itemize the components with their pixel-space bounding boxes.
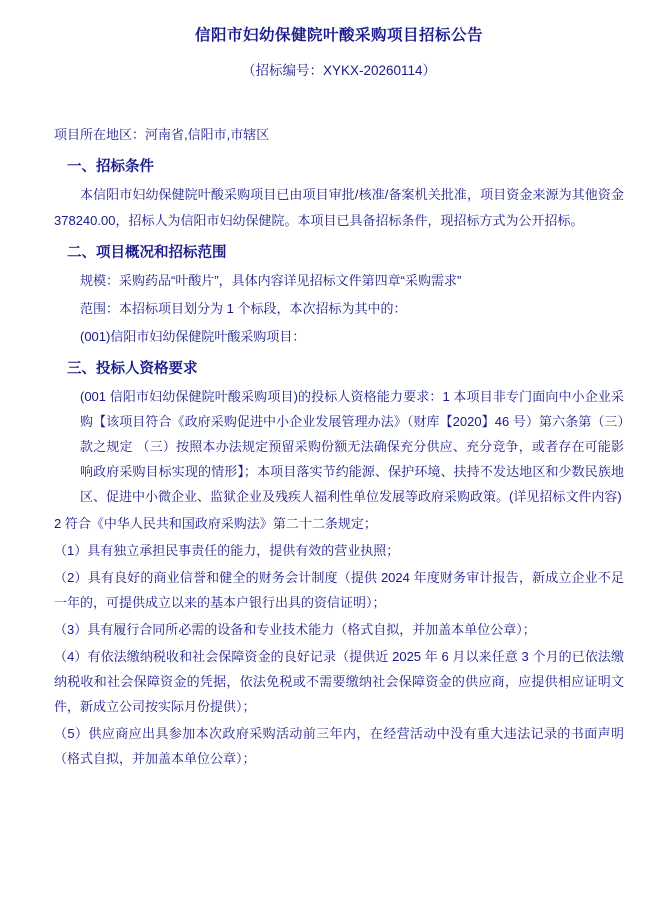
section-3-paragraph-3: （1）具有独立承担民事责任的能力，提供有效的营业执照； xyxy=(54,542,400,558)
section-3-paragraph-6: （4）有依法缴纳税收和社会保障资金的良好记录（提供近 2025 年 6 月以来任意 3 个月的已依法缴纳税收和社会保障资金的凭据，依法免税或不需要缴纳社会保障资金的供应商，应提供相应证明文件，新成立公司按实际月份提供）； xyxy=(54,648,624,714)
section-3-paragraph-2: 2 符合《中华人民共和国政府采购法》第二十二条规定； xyxy=(54,515,377,531)
tender-number: （招标编号：XYKX-20260114） xyxy=(241,63,437,79)
section-3-paragraph-4: （2）具有良好的商业信誉和健全的财务会计制度（提供 2024 年度财务审计报告，新成立企业不足一年的，可提供成立以来的基本户银行出具的资信证明）； xyxy=(54,569,624,610)
section-1-paragraph-1: 本信阳市妇幼保健院叶酸采购项目已由项目审批/核准/备案机关批准，项目资金来源为其他资金 378240.00，招标人为信阳市妇幼保健院。本项目已具备招标条件，现招标方式为公开招标。 xyxy=(54,186,624,228)
page-title: 信阳市妇幼保健院叶酸采购项目招标公告 xyxy=(194,27,483,44)
section-3-paragraph-5: （3）具有履行合同所必需的设备和专业技术能力（格式自拟，并加盖本单位公章）； xyxy=(54,621,536,637)
project-location: 项目所在地区：河南省,信阳市,市辖区 xyxy=(54,126,270,142)
section-3-paragraph-7: （5）供应商应出具参加本次政府采购活动前三年内，在经营活动中没有重大违法记录的书面声明（格式自拟，并加盖本单位公章）； xyxy=(54,725,624,766)
section-heading-1: 一、招标条件 xyxy=(67,158,154,175)
section-2-paragraph-1: 规模：采购药品“叶酸片”，具体内容详见招标文件第四章“采购需求” xyxy=(80,272,462,288)
section-heading-3: 三、投标人资格要求 xyxy=(67,360,198,377)
section-heading-2: 二、项目概况和招标范围 xyxy=(67,244,227,261)
title-spacer xyxy=(54,82,624,122)
section-2-paragraph-3: (001)信阳市妇幼保健院叶酸采购项目： xyxy=(80,328,306,344)
section-3-paragraph-1: (001 信阳市妇幼保健院叶酸采购项目)的投标人资格能力要求：1 本项目非专门面向中小企业采购【该项目符合《政府采购促进中小企业发展管理办法》（财库【2020】46 号）第六条第（三）款之规定 （三）按照本办法规定预留采购份额无法确保充分供应、充分竞争，或者存在可能影响政府采购目标实现的情形】；本项目落实节约能源、保护环境、扶持不发达地区和少数民族地区、促进中小微企业、监狱企业及残疾人福利性单位发展等政府采购政策。(详见招标文件内容) xyxy=(80,388,624,504)
section-2-paragraph-2: 范围：本招标项目划分为 1 个标段，本次招标为其中的： xyxy=(80,300,407,316)
